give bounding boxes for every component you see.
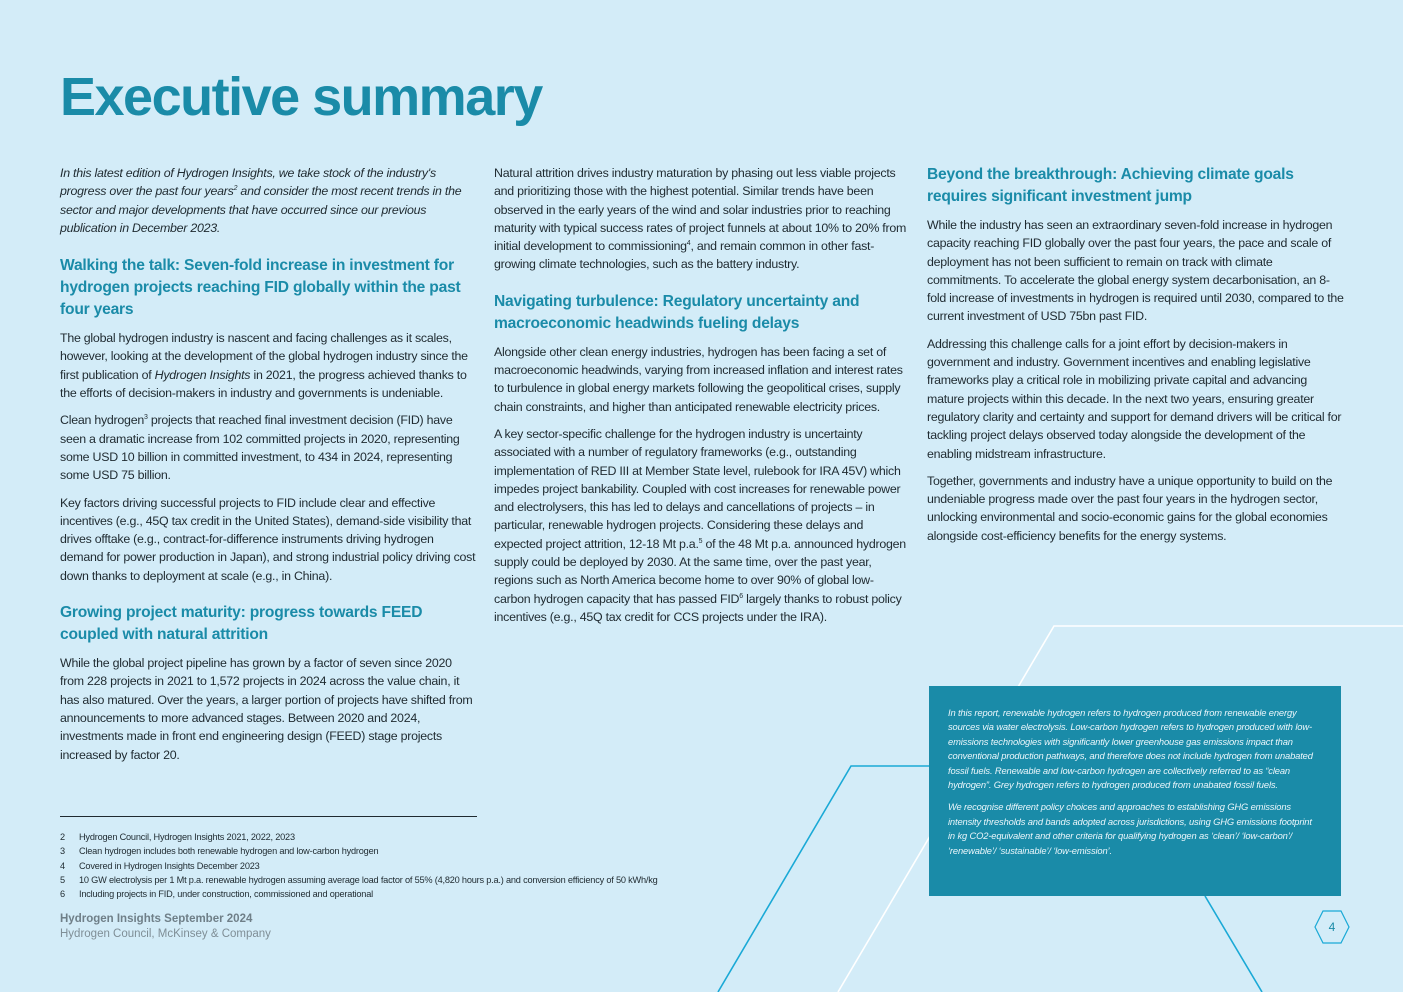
column-middle	[494, 164, 910, 635]
definitions-paragraph: In this report, renewable hydrogen refers to hydrogen produced from renewable energy sources via water electrolysis. Low-carbon hydrogen refers to hydrogen produced with low-emissions technologies with significantly lower greenhouse gas emissions impact than conventional production pathways, and therefore does not include hydrogen from unabated fossil fuels. Renewable and low-carbon hydrogen are collectively referred to as “clean hydrogen”. Grey hydrogen refers to hydrogen produced from unabated fossil fuels.	[948, 707, 1313, 791]
body-paragraph: Addressing this challenge calls for a joint effort by decision-makers in government and industry. Government incentives and enabling legislative frameworks play a critical role in mobilizing private capital and advancing mature projects within this decade. In the next two years, ensuring greater regulatory clarity and certainty and support for demand drivers will be critical for tackling project delays observed today alongside the development of the enabling midstream infrastructure.	[927, 336, 1342, 461]
footnote-item: 5 10 GW electrolysis per 1 Mt p.a. renewable hydrogen assuming average load factor of 55% (4,820 hours p.a.) and conversion efficiency of 50 kWh/kg	[60, 874, 658, 885]
body-paragraph: Natural attrition drives industry maturation by phasing out less viable projects and prioritizing those with the highest potential. Similar trends have been observed in the early years of the wind and solar industries prior to reaching maturity with typical success rates of project funnels at about 10% to 20% from initial development to commissioning$^4$, and remain common in other fast-growing climate technologies, such as the battery industry.	[494, 166, 907, 272]
page-title: Executive summary	[60, 67, 542, 127]
footnote-item: 3 Clean hydrogen includes both renewable hydrogen and low-carbon hydrogen	[60, 846, 379, 857]
body-paragraph: Key factors driving successful projects to FID include clear and effective incentives (e.g., 45Q tax credit in the United States), demand-side visibility that drives offtake (e.g., contract-for-difference instruments driving hydrogen demand for power production in Japan), and strong industrial policy driving cost down thanks to deployment at scale (e.g., in China).	[60, 495, 476, 583]
page-footer	[60, 912, 271, 942]
footnote-item: 2 Hydrogen Council, Hydrogen Insights 2021, 2022, 2023	[60, 832, 295, 842]
footnote-item: 4 Covered in Hydrogen Insights December 2023	[60, 860, 260, 871]
decor-line-blue-right	[1205, 896, 1262, 992]
definitions-paragraph: We recognise different policy choices and approaches to establishing GHG emissions intensity thresholds and bands adopted across jurisdictions, using GHG emissions footprint in kg CO2-equivalent and other criteria for qualifying hydrogen as ‘clean’/ ‘low-carbon’/ ‘renewable’/ ‘sustainable’/ ‘low-emission’.	[948, 801, 1312, 856]
footer-publication: Hydrogen Insights September 2024	[60, 913, 253, 925]
section-heading-project-maturity: Growing project maturity: progress towards FEED coupled with natural attrition	[60, 604, 423, 644]
body-paragraph: Alongside other clean energy industries, hydrogen has been facing a set of macroeconomic headwinds, varying from increased inflation and interest rates to turbulence in global energy markets following the geopolitical crises, supply chain constraints, and higher than anticipated renewable electricity prices.	[494, 344, 903, 414]
column-left	[60, 164, 476, 773]
intro-paragraph: In this latest edition of Hydrogen Insights, we take stock of the industry's progress over the past four years$^2$ and consider the most recent trends in the sector and major developments that have occurred since our previous publication in December 2023.	[60, 166, 462, 235]
body-paragraph: Clean hydrogen$^3$ projects that reached final investment decision (FID) have seen a dramatic increase from 102 committed projects in 2020, representing some USD 10 billion in committed investment, to 434 in 2024, representing some USD 75 billion.	[60, 413, 460, 483]
section-heading-beyond-breakthrough: Beyond the breakthrough: Achieving climate goals requires significant investment jump	[927, 166, 1294, 205]
footnotes	[60, 830, 780, 901]
column-right	[927, 164, 1345, 554]
footer-authors: Hydrogen Council, McKinsey & Company	[60, 928, 271, 940]
footnote-item: 6 Including projects in FID, under construction, commissioned and operational	[60, 889, 373, 900]
section-heading-navigating-turbulence: Navigating turbulence: Regulatory uncertainty and macroeconomic headwinds fueling delays	[494, 292, 860, 332]
section-heading-walking-the-talk: Walking the talk: Seven-fold increase in investment for hydrogen projects reaching FID globally within the past four years	[60, 257, 461, 319]
body-paragraph: While the global project pipeline has grown by a factor of seven since 2020 from 228 projects in 2021 to 1,572 projects in 2024 across the value chain, it has also matured. Over the years, a larger portion of projects have shifted from announcements to more advanced stages. Between 2020 and 2024, investments made in front end engineering design (FEED) stage projects increased by factor 20.	[60, 656, 473, 762]
body-paragraph: While the industry has seen an extraordinary seven-fold increase in hydrogen capacity reaching FID globally over the past four years, the pace and scale of deployment has not been sufficient to remain on track with climate commitments. To accelerate the global energy system decarbonisation, an 8-fold increase of investments in hydrogen is required until 2030, compared to the current investment of USD 75bn past FID.	[927, 218, 1344, 324]
footnote-divider	[60, 816, 477, 817]
body-paragraph: A key sector-specific challenge for the hydrogen industry is uncertainty associated with a number of regulatory frameworks (e.g., outstanding implementation of RED III at Member State level, rulebook for IRA 45V) which impedes project bankability. Coupled with cost increases for renewable power and electrolysers, this has led to delays and cancellations of projects – in particular, renewable hydrogen projects. Considering these delays and expected project attrition, 12-18 Mt p.a.$^5$ of the 48 Mt p.a. announced hydrogen supply could be deployed by 2030. At the same time, over the past year, regions such as North America become home to over 90% of global low-carbon hydrogen capacity that has passed FID$^6$ largely thanks to robust policy incentives (e.g., 45Q tax credit for CCS projects under the IRA).	[494, 426, 906, 624]
page-number: 4	[1314, 910, 1350, 944]
body-paragraph: Together, governments and industry have a unique opportunity to build on the undeniable progress made over the past four years in the hydrogen sector, unlocking environmental and socio-economic gains for the global economies alongside cost-efficiency benefits for the energy systems.	[927, 473, 1333, 543]
definitions-box	[929, 686, 1341, 896]
body-paragraph: The global hydrogen industry is nascent and facing challenges as it scales, however, looking at the development of the global hydrogen industry since the first publication of Hydrogen Insights in 2021, the progress achieved thanks to the efforts of decision-makers in industry and governments is undeniable.	[60, 331, 468, 401]
